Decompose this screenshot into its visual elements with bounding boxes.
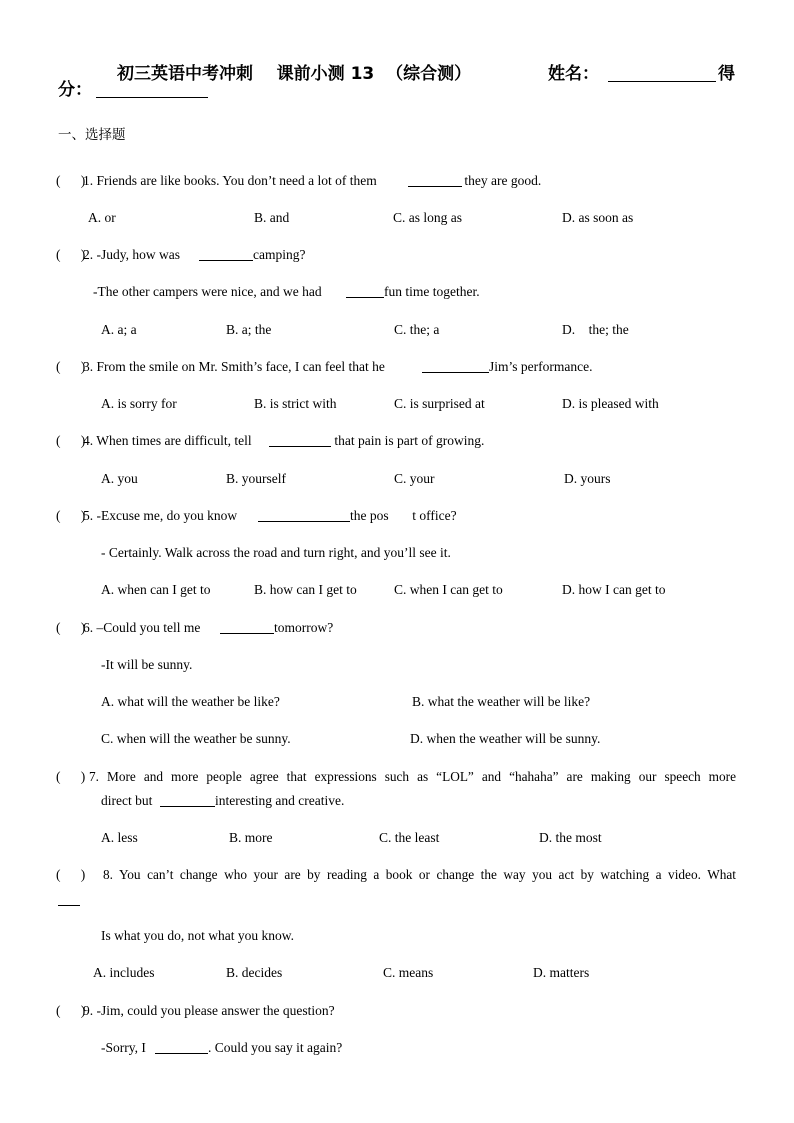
worksheet-title: 初三英语中考冲刺 课前小测 13 （综合测） (117, 64, 472, 84)
score-blank[interactable] (96, 97, 208, 98)
option-a[interactable]: A. a; a (101, 322, 137, 337)
answer-blank[interactable] (160, 806, 215, 807)
option-d[interactable]: D. is pleased with (562, 396, 659, 411)
question-9-text: 9. -Jim, could you please answer the question? (83, 1003, 335, 1018)
answer-blank[interactable] (58, 905, 80, 906)
question-7-text-cont: direct but (101, 793, 156, 808)
answer-bracket[interactable]: ( ) (56, 247, 86, 262)
section-title: 一、选择题 (58, 127, 126, 143)
answer-bracket[interactable]: ( ) (56, 620, 86, 635)
answer-bracket[interactable]: ( ) (56, 359, 86, 374)
option-a[interactable]: A. or (88, 210, 116, 225)
answer-bracket[interactable]: ( ) (56, 508, 86, 523)
option-b[interactable]: B. a; the (226, 322, 272, 337)
answer-blank[interactable] (155, 1053, 208, 1054)
answer-blank[interactable] (422, 372, 489, 373)
question-3-text: 3. From the smile on Mr. Smith’s face, I can feel that he (83, 359, 389, 374)
option-d[interactable]: D. how I can get to (562, 582, 666, 597)
option-b[interactable]: B. is strict with (254, 396, 337, 411)
answer-bracket[interactable]: ( ) (56, 433, 86, 448)
option-d[interactable]: D. when the weather will be sunny. (410, 731, 601, 746)
question-4-text-end: that pain is part of growing. (331, 433, 485, 448)
option-a[interactable]: A. what will the weather be like? (101, 694, 280, 709)
question-7-text: 7. More and more people agree that expressions such as “LOL” and “hahaha” are making our speech more (89, 769, 736, 784)
answer-bracket[interactable]: ( ) (56, 1003, 86, 1018)
answer-bracket[interactable]: ( ) (56, 769, 86, 784)
option-c[interactable]: C. means (383, 965, 434, 980)
option-b[interactable]: B. yourself (226, 471, 286, 486)
answer-blank[interactable] (220, 633, 274, 634)
option-c[interactable]: C. the; a (394, 322, 440, 337)
option-c[interactable]: C. as long as (393, 210, 462, 225)
option-d[interactable]: D. yours (564, 471, 611, 486)
question-2-text: 2. -Judy, how was (83, 247, 184, 262)
answer-blank[interactable] (346, 297, 384, 298)
question-6-reply: -It will be sunny. (101, 657, 193, 672)
option-d[interactable]: D. the; the (562, 322, 629, 337)
option-a[interactable]: A. when can I get to (101, 582, 211, 597)
option-b[interactable]: B. how can I get to (254, 582, 357, 597)
question-6-text-end: tomorrow? (274, 620, 334, 635)
option-c[interactable]: C. your (394, 471, 435, 486)
option-d[interactable]: D. matters (533, 965, 590, 980)
option-c[interactable]: C. is surprised at (394, 396, 485, 411)
question-2-reply-end: fun time together. (384, 284, 480, 299)
option-b[interactable]: B. and (254, 210, 290, 225)
option-b[interactable]: B. what the weather will be like? (412, 694, 591, 709)
question-6-text: 6. –Could you tell me (83, 620, 204, 635)
answer-blank[interactable] (269, 446, 331, 447)
question-5-reply: - Certainly. Walk across the road and turn right, and you’ll see it. (101, 545, 451, 560)
answer-blank[interactable] (258, 521, 350, 522)
option-d[interactable]: D. the most (539, 830, 602, 845)
answer-bracket[interactable]: ( ) (56, 867, 86, 882)
score-label-part1: 得 (718, 64, 735, 84)
option-c[interactable]: C. when will the weather be sunny. (101, 731, 291, 746)
option-a[interactable]: A. includes (93, 965, 155, 980)
question-1-text: 1. Friends are like books. You don’t need a lot of them (83, 173, 377, 188)
name-label: 姓名： (548, 64, 599, 84)
answer-blank[interactable] (199, 260, 253, 261)
question-8-text: 8. You can’t change who your are by reading a book or change the way you act by watching a video. What (103, 867, 736, 882)
question-3-text-end: Jim’s performance. (489, 359, 593, 374)
option-b[interactable]: B. decides (226, 965, 283, 980)
option-a[interactable]: A. you (101, 471, 138, 486)
question-9-reply: -Sorry, I (101, 1040, 150, 1055)
option-c[interactable]: C. the least (379, 830, 440, 845)
option-a[interactable]: A. is sorry for (101, 396, 177, 411)
answer-blank[interactable] (408, 186, 462, 187)
answer-bracket[interactable]: ( ) (56, 173, 86, 188)
question-1-text-end: they are good. (461, 173, 542, 188)
option-d[interactable]: D. as soon as (562, 210, 634, 225)
question-2-text-end: camping? (253, 247, 306, 262)
question-8-text-cont: Is what you do, not what you know. (101, 928, 294, 943)
name-blank[interactable] (608, 81, 716, 82)
option-a[interactable]: A. less (101, 830, 138, 845)
score-label-part2: 分： (58, 80, 92, 100)
question-4-text: 4. When times are difficult, tell (83, 433, 252, 448)
question-7-text-end: interesting and creative. (215, 793, 345, 808)
question-5-text: 5. -Excuse me, do you know (83, 508, 241, 523)
option-c[interactable]: C. when I can get to (394, 582, 503, 597)
option-b[interactable]: B. more (229, 830, 273, 845)
question-9-reply-end: . Could you say it again? (208, 1040, 343, 1055)
question-5-text-end: the pos t office? (350, 508, 457, 523)
question-2-reply: -The other campers were nice, and we had (93, 284, 326, 299)
